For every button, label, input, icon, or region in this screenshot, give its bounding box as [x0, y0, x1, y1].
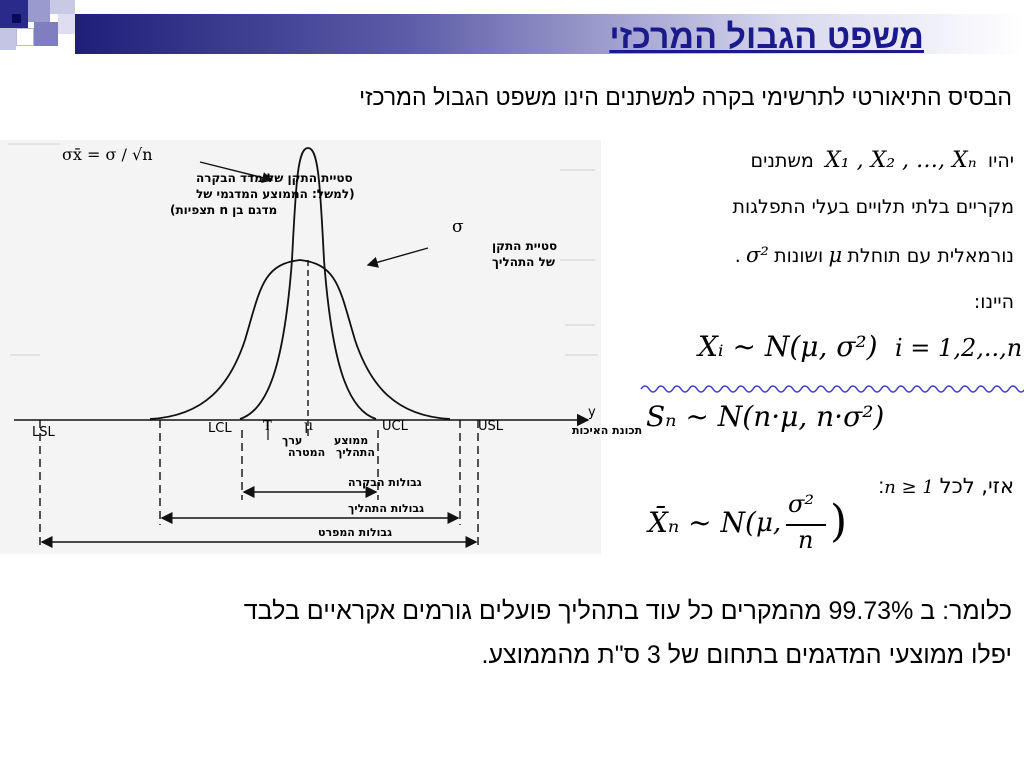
conclusion-line: [878, 474, 1014, 499]
definition-line-1: [751, 148, 1014, 173]
sigma-xbar-label: (למשל: הממוצע המדגמי של: [196, 187, 355, 201]
corner-square: [16, 28, 34, 46]
sigma-arrow: [368, 248, 428, 265]
distribution-diagram: [0, 140, 643, 554]
sigma-label: סטיית התקן: [492, 239, 558, 253]
slide-subtitle: הבסיס התיאורטי לתרשימי בקרה למשתנים הינו משפט הגבול המרכזי: [359, 84, 1012, 110]
definition-line-2: מקריים בלתי תלויים בעלי התפלגות: [732, 196, 1014, 218]
sigma-label: של התהליך: [492, 255, 555, 269]
xbar-fraction-num: σ²: [788, 490, 815, 518]
control-range-label: גבולות הבקרה: [348, 476, 422, 489]
axis-label: תכונת האיכות: [572, 424, 643, 437]
definition-text: .: [734, 245, 741, 267]
slide-title: משפט הגבול המרכזי: [609, 18, 924, 56]
definition-text: משתנים: [750, 150, 814, 172]
mu-caption: התהליך: [336, 446, 375, 459]
equation-xi: Xᵢ ~ N(μ, σ²): [698, 330, 878, 363]
process-range-label: גבולות התהליך: [348, 502, 425, 515]
target-caption: המטרה: [288, 446, 326, 459]
definition-text: נורמאלית עם תוחלת: [847, 245, 1014, 267]
corner-square: [12, 14, 21, 23]
spec-range-label: גבולות המפרט: [318, 526, 393, 539]
summary-line-2: יפלו ממוצעי המדגמים בתחום של 3 ס"ת מהממוצע.: [481, 641, 1012, 669]
xbar-lhs: X̄ₙ ~ N(: [648, 506, 756, 539]
mu-caption: ממוצע: [334, 434, 369, 447]
sigma-xbar-label: מדגם בן n תצפיות): [170, 203, 278, 217]
wavy-underline: [641, 381, 1024, 397]
mu-symbol: μ: [828, 243, 843, 267]
equation-sn: Sₙ ~ N(n·μ, n·σ²): [646, 400, 885, 433]
n-condition: n ≥ 1: [884, 477, 934, 498]
conclusion-text: אזי, לכל: [939, 474, 1014, 498]
random-variables: X₁ , X₂ , …, Xₙ: [825, 148, 977, 173]
definition-line-4: היינו:: [973, 291, 1014, 313]
ucl-label: UCL: [382, 419, 408, 434]
axis-y-letter: y: [588, 405, 596, 420]
sigma-symbol: σ: [452, 217, 464, 237]
usl-label: USL: [478, 419, 504, 434]
lsl-label: LSL: [32, 425, 55, 440]
mu-label: μ: [304, 418, 314, 434]
xbar-close-paren: ): [830, 496, 848, 547]
process-curve: [150, 260, 450, 419]
corner-square: [58, 14, 75, 34]
definition-line-3: [735, 243, 1014, 268]
variance-symbol: σ²: [746, 243, 769, 267]
corner-square: [34, 22, 58, 46]
corner-square: [28, 0, 50, 22]
equation-index: i = 1,2,..,n: [895, 334, 1023, 362]
summary-line-1: כלומר: ב 99.73% מהמקרים כל עוד בתהליך פועלים גורמים אקראיים בלבד: [243, 597, 1012, 625]
lcl-label: LCL: [208, 421, 232, 436]
definition-text: יהיו: [987, 150, 1014, 172]
control-chart-figure: [0, 140, 643, 554]
corner-square: [50, 0, 75, 14]
xbar-mu: μ,: [756, 508, 782, 538]
sigma-xbar-label: סטיית התקן של מדד הבקרה: [196, 171, 353, 185]
definition-text: ושונות: [774, 245, 824, 267]
conclusion-colon: :: [878, 475, 885, 498]
sigma-xbar-formula: σx̄ = σ / √n: [62, 145, 153, 164]
equation-xbar: [648, 490, 848, 560]
target-caption: ערך: [282, 434, 303, 447]
xbar-fraction-den: n: [798, 526, 814, 554]
corner-square: [0, 28, 16, 50]
target-label: T: [263, 419, 272, 434]
